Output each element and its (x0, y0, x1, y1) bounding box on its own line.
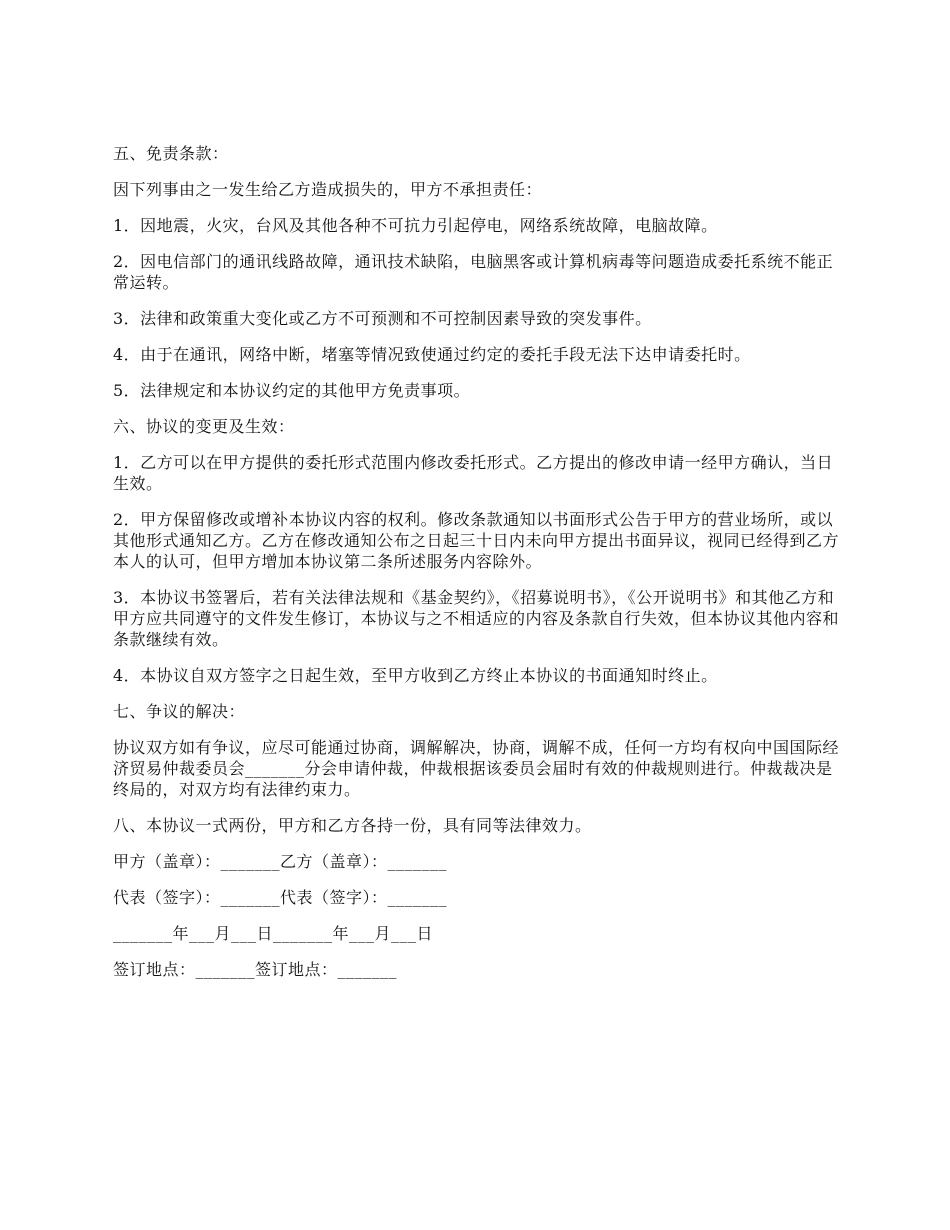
clause-disclaimer-5: 5．法律规定和本协议约定的其他甲方免责事项。 (113, 381, 471, 400)
clause-disclaimer-2: 2．因电信部门的通讯线路故障，通讯技术缺陷，电脑黑客或计算机病毒等问题造成委托系统不能正常运转。 (113, 252, 834, 292)
section-heading-disclaimer: 五、免责条款： (113, 144, 229, 163)
signature-line-representative: 代表（签字）：_______代表（签字）：_______ (113, 888, 448, 907)
signature-line-seal: 甲方（盖章）：_______乙方（盖章）：_______ (113, 852, 448, 871)
section-heading-dispute: 七、争议的解决： (113, 702, 246, 721)
paragraph-dispute: 协议双方如有争议，应尽可能通过协商，调解解决，协商，调解不成，任何一方均有权向中国国际经济贸易仲裁委员会_______分会申请仲裁，仲裁根据该委员会届时有效的仲裁规则进行。仲裁裁决是终局的，对双方均有法律约束力。 (113, 738, 840, 799)
signature-line-location: 签订地点：_______签订地点：_______ (113, 960, 398, 979)
clause-amendment-2: 2．甲方保留修改或增补本协议内容的权利。修改条款通知以书面形式公告于甲方的营业场所，或以其他形式通知乙方。乙方在修改通知公布之日起三十日内未向甲方提出书面异议，视同已经得到乙方本人的认可，但甲方增加本协议第二条所述服务内容除外。 (113, 510, 840, 571)
clause-amendment-1: 1．乙方可以在甲方提供的委托形式范围内修改委托形式。乙方提出的修改申请一经甲方确认，当日生效。 (113, 453, 834, 493)
clause-disclaimer-4: 4．由于在通讯，网络中断，堵塞等情况致使通过约定的委托手段无法下达申请委托时。 (113, 345, 751, 364)
document-body (113, 143, 848, 995)
section-copies: 八、本协议一式两份，甲方和乙方各持一份，具有同等法律效力。 (113, 816, 592, 835)
signature-line-date: _______年___月___日_______年___月___日 (113, 924, 434, 943)
clause-amendment-3: 3．本协议书签署后，若有关法律法规和《基金契约》，《招募说明书》，《公开说明书》和其他乙方和甲方应共同遵守的文件发生修订，本协议与之不相适应的内容及条款自行失效，但本协议其他内容和条款继续有效。 (113, 588, 840, 649)
clause-amendment-4: 4．本协议自双方签字之日起生效，至甲方收到乙方终止本协议的书面通知时终止。 (113, 666, 718, 685)
clause-disclaimer-1: 1．因地震，火灾，台风及其他各种不可抗力引起停电，网络系统故障，电脑故障。 (113, 216, 718, 235)
clause-disclaimer-3: 3．法律和政策重大变化或乙方不可预测和不可控制因素导致的突发事件。 (113, 309, 652, 328)
paragraph-disclaimer-intro: 因下列事由之一发生给乙方造成损失的，甲方不承担责任： (113, 180, 543, 199)
section-heading-amendment: 六、协议的变更及生效： (113, 417, 295, 436)
